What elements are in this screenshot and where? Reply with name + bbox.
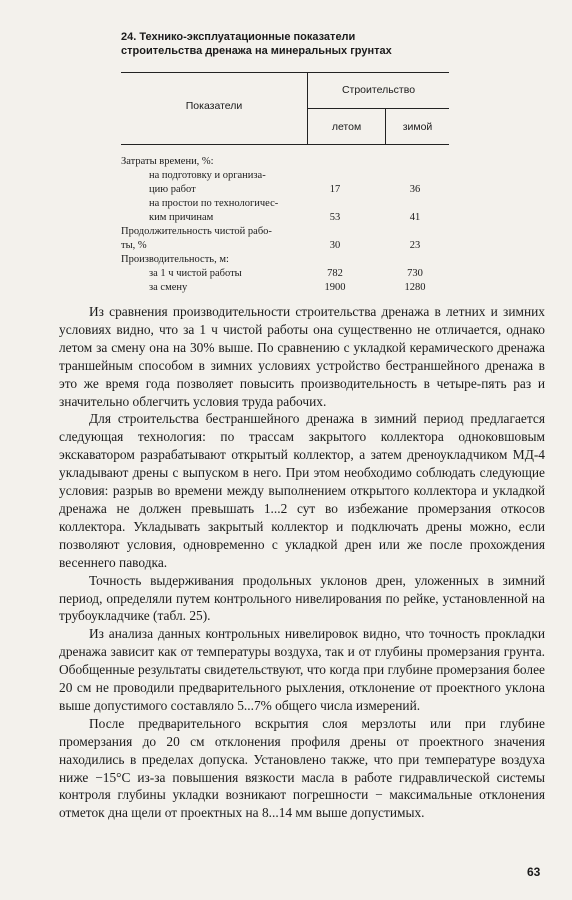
header-bottom-rule [121,144,449,145]
row-summer-value: 1900 [324,282,346,293]
row-label: Производительность, м: [121,254,229,265]
row-winter-value: 1280 [404,282,426,293]
table-row [121,225,449,238]
header-winter: зимой [402,121,433,133]
row-label: цию работ [149,184,196,195]
paragraph: Точность выдерживания продольных уклонов дрен, уложенных в зимний период, определяли путем контрольного нивелирования по рейке, установленной на трубоукладчике (табл. 25). [59,572,545,624]
row-winter-value: 730 [407,268,423,279]
table-row [121,183,449,196]
row-label: на простои по технологичес- [149,198,279,209]
table-caption-line-2: строительства дренажа на минеральных грунтах [121,45,392,57]
row-winter-value: 36 [409,184,421,195]
body-text [59,303,545,822]
table-top-rule [121,72,449,73]
table-row [121,281,449,294]
table-row [121,239,449,252]
header-construction: Строительство [341,84,416,96]
table-caption [121,30,451,58]
page-number: 63 [527,865,541,879]
header-mid-rule [307,108,449,109]
paragraph: Из сравнения производительности строительства дренажа в летних и зимних условиях видно, что за 1 ч чистой работы она существенно не отличается, однако летом за смену она на 30% выше. По сравнению с укладкой керамического дренажа траншейным способом в зимних условиях устройство бестраншейного дренажа в это же время года позволяет повысить производительность в четыре-пять раз и значительно облегчить условия труда рабочих. [59,304,545,409]
header-divider-1 [307,72,308,144]
row-label: Продолжительность чистой рабо- [121,226,272,237]
row-label: ким причинам [149,212,214,223]
table-row [121,253,449,266]
header-summer: летом [331,121,362,133]
table-row [121,155,449,168]
row-summer-value: 30 [329,240,341,251]
row-summer-value: 53 [329,212,341,223]
table-row [121,169,449,182]
header-indicator: Показатели [185,100,243,112]
table-row [121,267,449,280]
row-winter-value: 23 [409,240,421,251]
row-summer-value: 17 [329,184,341,195]
paragraph: Для строительства бестраншейного дренажа в зимний период предлагается следующая технология: по трассам закрытого коллектора одноковшовым экскаватором разрабатывают открытый коллектор, а затем дреноукладчиком МД-4 укладывают дрены с выпуском в него. При этом необходимо соблюдать следующие условия: разрыв во времени между выполнением открытого коллектора и укладкой дренажа не должен превышать 1...2 сут во избежание промерзания откосов коллектора. Укладывать закрытый коллектор и подключать дрены можно, если позволяют условия, одновременно с укладкой дрен или же после прохождения весеннего паводка. [59,411,545,570]
table-row [121,197,449,210]
row-summer-value: 782 [327,268,343,279]
row-label: на подготовку и организа- [149,170,266,181]
row-winter-value: 41 [409,212,421,223]
row-label: за 1 ч чистой работы [149,268,242,279]
row-label: ты, % [121,240,147,251]
row-label: за смену [149,282,188,293]
paragraph: Из анализа данных контрольных нивелировок видно, что точность прокладки дренажа зависит как от температуры воздуха, так и от глубины промерзания грунта. Обобщенные результаты свидетельствуют, что когда при глубине промерзания более 20 см не проводили предварительного рыхления, отклонение от проектного уклона выше допустимого составляло 5...7% общего числа измерений. [59,626,545,713]
table-caption-line-1: 24. Технико-эксплуатационные показатели [121,31,356,43]
table-row [121,211,449,224]
row-label: Затраты времени, %: [121,156,214,167]
paragraph: После предварительного вскрытия слоя мерзлоты или при глубине промерзания до 20 см отклонения профиля дрены от проектного значения находились в пределах допуска. Установлено также, что при температуре воздуха ниже −15°С из-за повышения вязкости масла в работе гидравлической системы контроля глубины укладки возникают погрешности − максимальные отклонения отметок дна щели от проектных на 8...14 мм выше допустимых. [59,715,545,821]
